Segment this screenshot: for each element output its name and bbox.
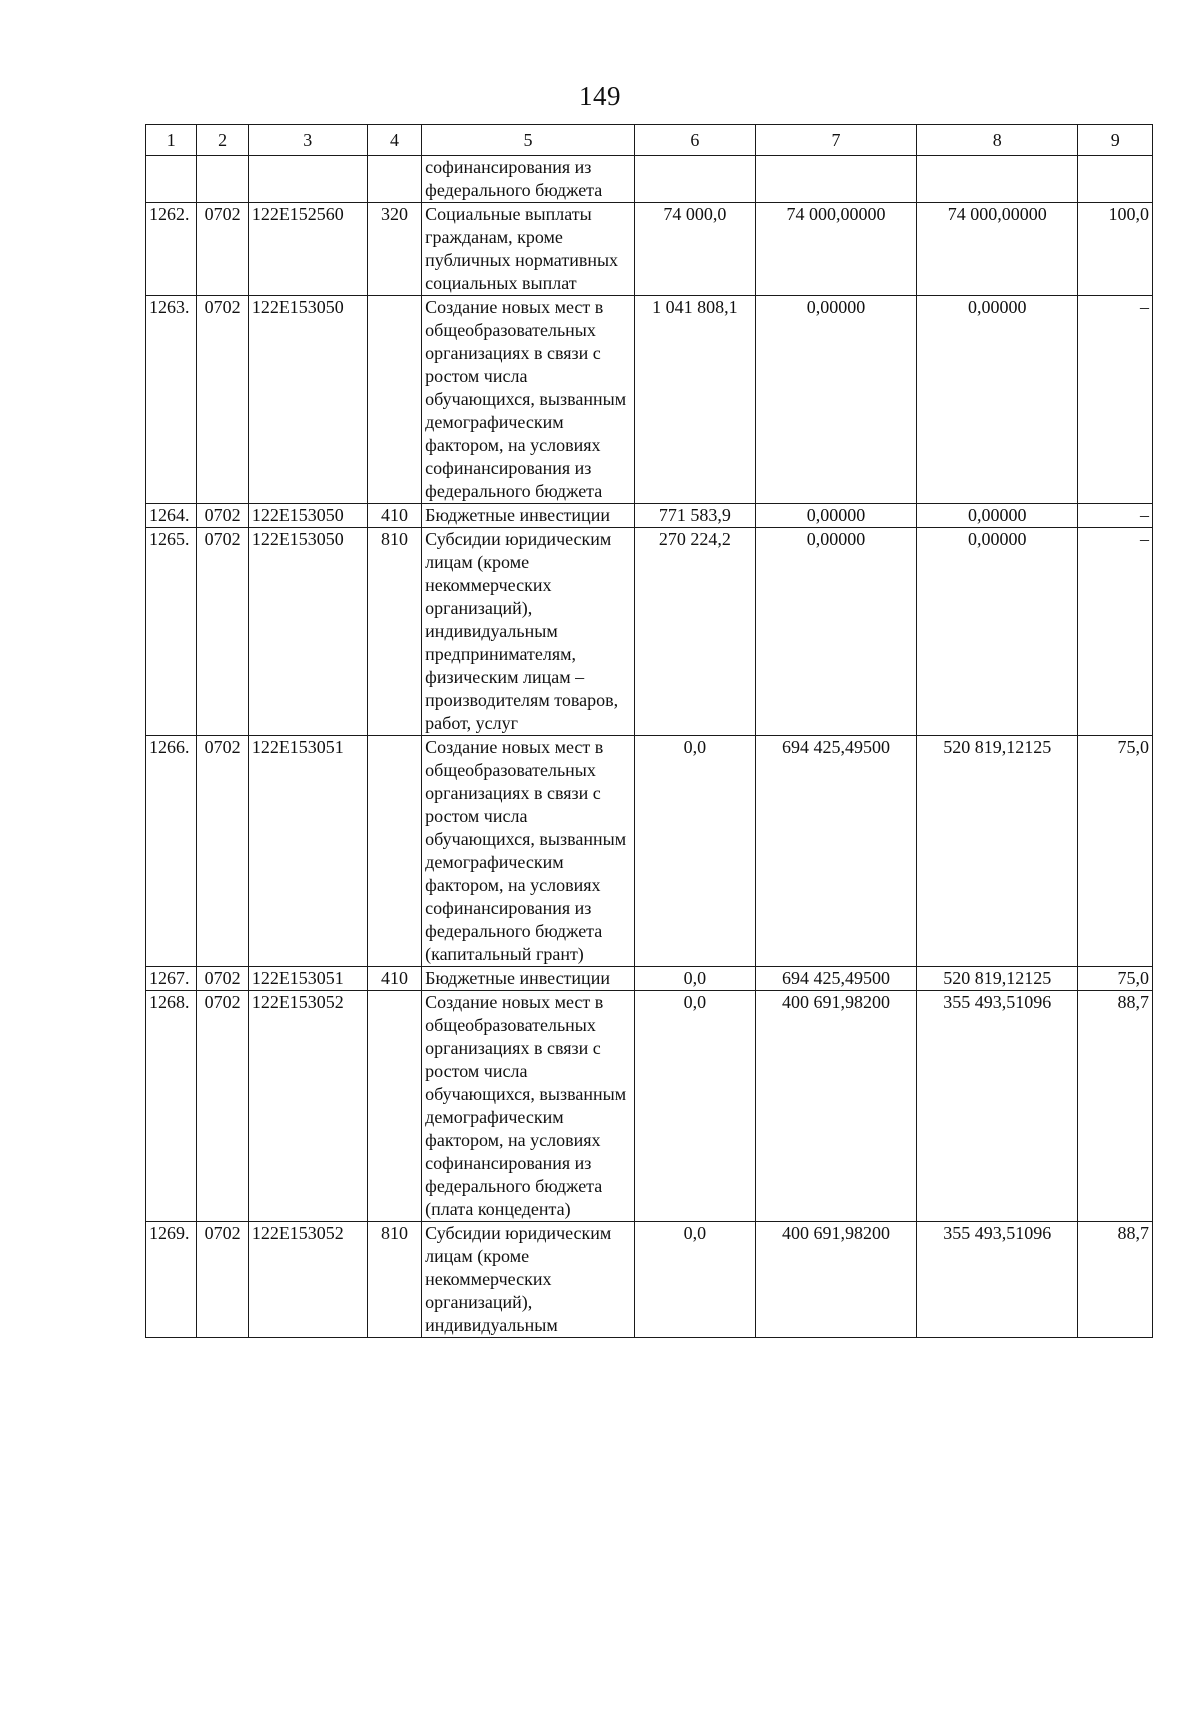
target-article-code: 122E153051 bbox=[248, 736, 367, 967]
row-number: 1267. bbox=[146, 967, 197, 991]
plan-value: 771 583,9 bbox=[634, 504, 755, 528]
executed-value bbox=[917, 156, 1078, 203]
table-row bbox=[146, 504, 1153, 528]
expense-type-code bbox=[367, 156, 421, 203]
executed-value: 0,00000 bbox=[917, 296, 1078, 504]
executed-value: 0,00000 bbox=[917, 528, 1078, 736]
item-name: Бюджетные инвестиции bbox=[422, 967, 635, 991]
row-number bbox=[146, 156, 197, 203]
execution-percent: 75,0 bbox=[1078, 736, 1153, 967]
approved-value: 694 425,49500 bbox=[755, 736, 916, 967]
execution-percent: 100,0 bbox=[1078, 203, 1153, 296]
plan-value bbox=[634, 156, 755, 203]
expense-type-code: 410 bbox=[367, 504, 421, 528]
row-number: 1263. bbox=[146, 296, 197, 504]
header-row bbox=[146, 125, 1153, 156]
executed-value: 355 493,51096 bbox=[917, 1222, 1078, 1338]
approved-value: 400 691,98200 bbox=[755, 991, 916, 1222]
expense-type-code: 320 bbox=[367, 203, 421, 296]
row-number: 1269. bbox=[146, 1222, 197, 1338]
table-row bbox=[146, 736, 1153, 967]
row-number: 1268. bbox=[146, 991, 197, 1222]
header-cell: 5 bbox=[422, 125, 635, 156]
table-row bbox=[146, 528, 1153, 736]
page-number: 149 bbox=[579, 81, 621, 111]
plan-value: 270 224,2 bbox=[634, 528, 755, 736]
item-name: Создание новых мест в общеобразовательных организациях в связи с ростом числа обучающихся, вызванным демографическим фактором, на условиях софинансирования из федерального бюджета bbox=[422, 296, 635, 504]
section-code bbox=[197, 156, 248, 203]
approved-value bbox=[755, 156, 916, 203]
target-article-code bbox=[248, 156, 367, 203]
header-cell: 1 bbox=[146, 125, 197, 156]
executed-value: 0,00000 bbox=[917, 504, 1078, 528]
row-number: 1265. bbox=[146, 528, 197, 736]
header-cell: 3 bbox=[248, 125, 367, 156]
header-cell: 2 bbox=[197, 125, 248, 156]
approved-value: 74 000,00000 bbox=[755, 203, 916, 296]
approved-value: 0,00000 bbox=[755, 296, 916, 504]
executed-value: 74 000,00000 bbox=[917, 203, 1078, 296]
approved-value: 0,00000 bbox=[755, 504, 916, 528]
execution-percent: – bbox=[1078, 296, 1153, 504]
target-article-code: 122E153052 bbox=[248, 991, 367, 1222]
row-number: 1264. bbox=[146, 504, 197, 528]
header-cell: 6 bbox=[634, 125, 755, 156]
target-article-code: 122E152560 bbox=[248, 203, 367, 296]
execution-percent bbox=[1078, 156, 1153, 203]
expense-type-code: 410 bbox=[367, 967, 421, 991]
header-cell: 4 bbox=[367, 125, 421, 156]
item-name: Создание новых мест в общеобразовательных организациях в связи с ростом числа обучающихся, вызванным демографическим фактором, на условиях софинансирования из федерального бюджета (плата концедента) bbox=[422, 991, 635, 1222]
header-cell: 8 bbox=[917, 125, 1078, 156]
header-cell: 7 bbox=[755, 125, 916, 156]
executed-value: 355 493,51096 bbox=[917, 991, 1078, 1222]
section-code: 0702 bbox=[197, 967, 248, 991]
section-code: 0702 bbox=[197, 203, 248, 296]
row-number: 1262. bbox=[146, 203, 197, 296]
section-code: 0702 bbox=[197, 736, 248, 967]
execution-percent: 88,7 bbox=[1078, 1222, 1153, 1338]
header-cell: 9 bbox=[1078, 125, 1153, 156]
plan-value: 0,0 bbox=[634, 991, 755, 1222]
item-name: Бюджетные инвестиции bbox=[422, 504, 635, 528]
expense-type-code: 810 bbox=[367, 528, 421, 736]
section-code: 0702 bbox=[197, 991, 248, 1222]
item-name: Создание новых мест в общеобразовательных организациях в связи с ростом числа обучающихся, вызванным демографическим фактором, на условиях софинансирования из федерального бюджета (капитальный грант) bbox=[422, 736, 635, 967]
target-article-code: 122E153051 bbox=[248, 967, 367, 991]
plan-value: 0,0 bbox=[634, 1222, 755, 1338]
expense-type-code: 810 bbox=[367, 1222, 421, 1338]
item-name: Субсидии юридическим лицам (кроме некоммерческих организаций), индивидуальным предпринимателям, физическим лицам – производителям товаров, работ, услуг bbox=[422, 528, 635, 736]
execution-percent: 75,0 bbox=[1078, 967, 1153, 991]
item-name: Социальные выплаты гражданам, кроме публичных нормативных социальных выплат bbox=[422, 203, 635, 296]
plan-value: 0,0 bbox=[634, 967, 755, 991]
approved-value: 400 691,98200 bbox=[755, 1222, 916, 1338]
table-row bbox=[146, 1222, 1153, 1338]
execution-percent: – bbox=[1078, 528, 1153, 736]
item-name: софинансирования из федерального бюджета bbox=[422, 156, 635, 203]
row-number: 1266. bbox=[146, 736, 197, 967]
section-code: 0702 bbox=[197, 528, 248, 736]
budget-table bbox=[145, 124, 1153, 1338]
section-code: 0702 bbox=[197, 296, 248, 504]
section-code: 0702 bbox=[197, 504, 248, 528]
approved-value: 694 425,49500 bbox=[755, 967, 916, 991]
target-article-code: 122E153050 bbox=[248, 528, 367, 736]
executed-value: 520 819,12125 bbox=[917, 736, 1078, 967]
expense-type-code bbox=[367, 296, 421, 504]
target-article-code: 122E153052 bbox=[248, 1222, 367, 1338]
target-article-code: 122E153050 bbox=[248, 296, 367, 504]
plan-value: 0,0 bbox=[634, 736, 755, 967]
plan-value: 1 041 808,1 bbox=[634, 296, 755, 504]
table-row bbox=[146, 156, 1153, 203]
execution-percent: 88,7 bbox=[1078, 991, 1153, 1222]
table-row bbox=[146, 203, 1153, 296]
expense-type-code bbox=[367, 991, 421, 1222]
executed-value: 520 819,12125 bbox=[917, 967, 1078, 991]
section-code: 0702 bbox=[197, 1222, 248, 1338]
target-article-code: 122E153050 bbox=[248, 504, 367, 528]
execution-percent: – bbox=[1078, 504, 1153, 528]
table-row bbox=[146, 991, 1153, 1222]
plan-value: 74 000,0 bbox=[634, 203, 755, 296]
approved-value: 0,00000 bbox=[755, 528, 916, 736]
expense-type-code bbox=[367, 736, 421, 967]
table-row bbox=[146, 967, 1153, 991]
item-name: Субсидии юридическим лицам (кроме некоммерческих организаций), индивидуальным bbox=[422, 1222, 635, 1338]
table-row bbox=[146, 296, 1153, 504]
